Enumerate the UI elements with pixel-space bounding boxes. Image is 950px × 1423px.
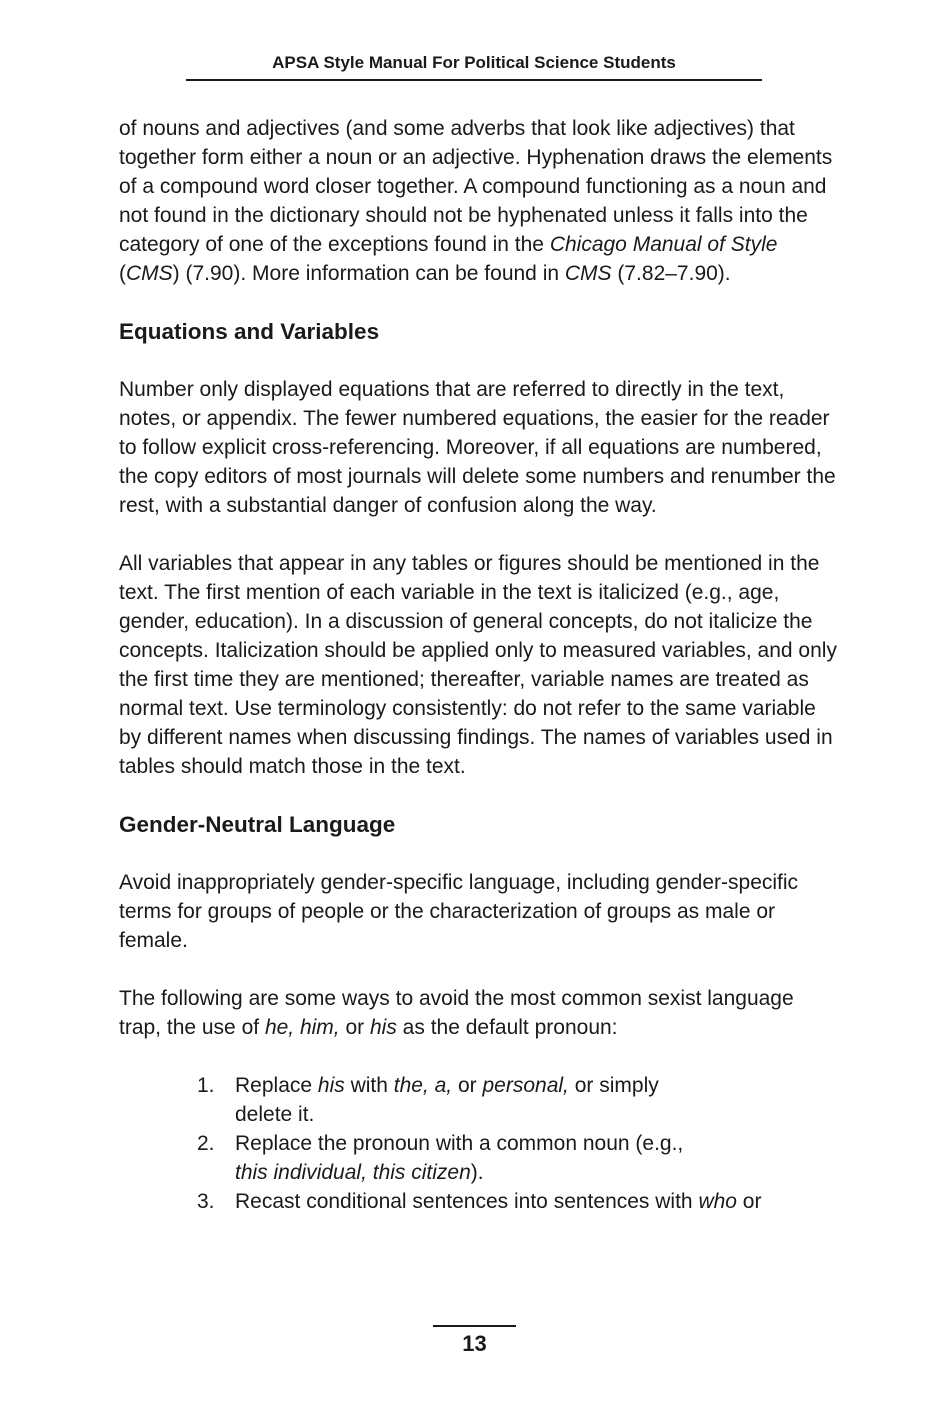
gender-p2-text-b: or bbox=[339, 1016, 370, 1039]
list-item-number: 2. bbox=[197, 1132, 215, 1155]
running-header: APSA Style Manual For Political Science Students bbox=[186, 52, 762, 81]
intro-paragraph bbox=[119, 114, 839, 288]
pronoun-strategies-list bbox=[119, 1071, 839, 1216]
list-item-1-text-a: Replace bbox=[235, 1074, 318, 1097]
list-item-2-continuation bbox=[235, 1158, 839, 1187]
list-item-1-text-c: or bbox=[452, 1074, 483, 1097]
list-item bbox=[197, 1071, 839, 1129]
intro-text-3: ) (7.90). More information can be found in bbox=[172, 262, 565, 285]
gender-p2-his: his bbox=[369, 1016, 397, 1039]
intro-text-4: (7.82–7.90). bbox=[611, 262, 731, 285]
list-item-1-text-b: with bbox=[344, 1074, 394, 1097]
list-item-3-who: who bbox=[698, 1190, 737, 1213]
intro-cms-abbrev-2: CMS bbox=[564, 262, 612, 285]
heading-gender-neutral-language: Gender-Neutral Language bbox=[119, 812, 396, 837]
list-item-1-his: his bbox=[317, 1074, 345, 1097]
list-item bbox=[197, 1187, 839, 1216]
list-item-number: 3. bbox=[197, 1190, 215, 1213]
gender-paragraph-2 bbox=[119, 984, 839, 1042]
list-item-1-continuation: delete it. bbox=[235, 1103, 315, 1126]
page-body bbox=[119, 114, 839, 1216]
heading-equations-variables: Equations and Variables bbox=[119, 319, 380, 344]
list-item-3-text-b: or bbox=[736, 1190, 762, 1213]
list-item-1-personal: personal, bbox=[482, 1074, 569, 1097]
list-item-2-examples: this individual, this citizen bbox=[235, 1161, 471, 1184]
gender-p2-pronouns: he, him, bbox=[264, 1016, 340, 1039]
intro-text-2: ( bbox=[119, 262, 126, 285]
equations-paragraph-2: All variables that appear in any tables or figures should be mentioned in the text. The first mention of each variable in the text is italicized (e.g., age, gender, education). In a discussion of general concepts, do not italicize the concepts. Italicization should be applied only to measured variables, and only the first time they are mentioned; thereafter, variable names are treated as normal text. Use terminology consistently: do not refer to the same variable by different names when discussing findings. The names of variables used in tables should match those in the text. bbox=[119, 552, 837, 778]
intro-cms-abbrev-1: CMS bbox=[126, 262, 173, 285]
intro-cms-title: Chicago Manual of Style bbox=[549, 233, 778, 256]
intro-text-1: of nouns and adjectives (and some adverbs that look like adjectives) that together form either a noun or an adjective. Hyphenation draws the elements of a compound word closer together. A compound functioning as a noun and not found in the dictionary should not be hyphenated unless it falls into the category of one of the exceptions found in the bbox=[119, 117, 833, 256]
page-number: 13 bbox=[433, 1325, 516, 1359]
list-item-3-text-a: Recast conditional sentences into sentences with bbox=[235, 1190, 699, 1213]
list-item-1-articles: the, a, bbox=[393, 1074, 453, 1097]
list-item-1-text-d: or simply bbox=[568, 1074, 659, 1097]
list-item-2-text-a: Replace the pronoun with a common noun (e.g., bbox=[235, 1132, 684, 1155]
gender-paragraph-1: Avoid inappropriately gender-specific language, including gender-specific terms for groups of people or the characterization of groups as male or female. bbox=[119, 871, 799, 952]
list-item-2-text-b: ). bbox=[470, 1161, 484, 1184]
equations-paragraph-1: Number only displayed equations that are referred to directly in the text, notes, or appendix. The fewer numbered equations, the easier for the reader to follow explicit cross-referencing. Moreover, if all equations are numbered, the copy editors of most journals will delete some numbers and renumber the rest, with a substantial danger of confusion along the way. bbox=[119, 378, 836, 517]
gender-p2-text-c: as the default pronoun: bbox=[396, 1016, 618, 1039]
gender-p2-text-a: The following are some ways to avoid the most common sexist language trap, the use of bbox=[119, 987, 794, 1039]
list-item bbox=[197, 1129, 839, 1187]
list-item-number: 1. bbox=[197, 1074, 215, 1097]
